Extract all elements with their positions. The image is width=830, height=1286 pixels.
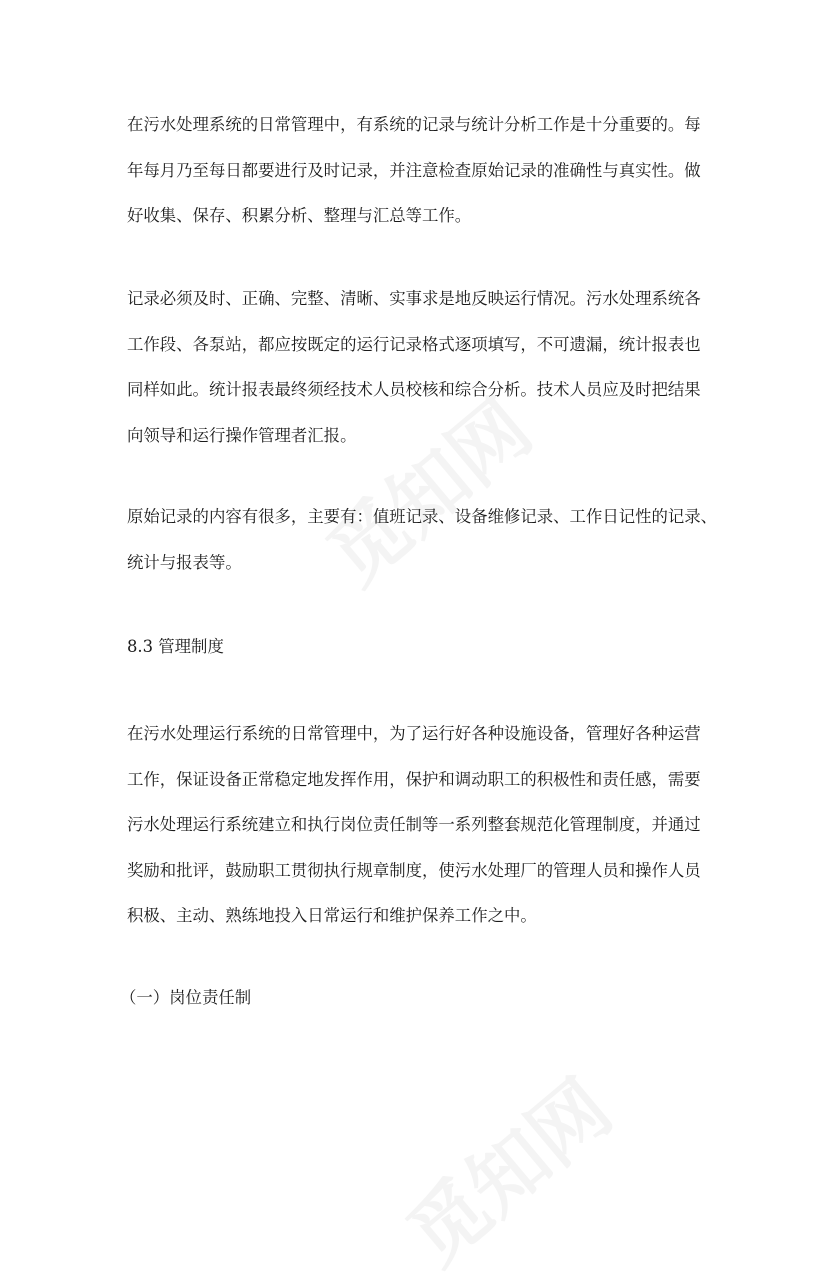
paragraph-line: 记录必须及时、正确、完整、清晰、实事求是地反映运行情况。污水处理系统各 [127,289,701,308]
paragraph-line: 积极、主动、熟练地投入日常运行和维护保养工作之中。 [127,906,537,925]
paragraph-original-records [127,494,718,585]
paragraph-line: 统计与报表等。 [127,552,242,572]
paragraph-records-importance [127,102,709,239]
paragraph-line: 年每月乃至每日都要进行及时记录，并注意检查原始记录的准确性与真实性。做 [127,160,701,180]
paragraph-record-requirements [127,276,709,458]
paragraph-line: 奖励和批评，鼓励职工贯彻执行规章制度，使污水处理厂的管理人员和操作人员 [127,860,701,880]
paragraph-line: 向领导和运行操作管理者汇报。 [127,425,357,445]
paragraph-line: 好收集、保存、积累分析、整理与汇总等工作。 [127,206,472,225]
paragraph-line: 污水处理运行系统建立和执行岗位责任制等一系列整套规范化管理制度，并通过 [127,815,701,834]
paragraph-line: 原始记录的内容有很多，主要有：值班记录、设备维修记录、工作日记性的记录、 [127,507,718,526]
paragraph-line: 在污水处理系统的日常管理中，有系统的记录与统计分析工作是十分重要的。每 [127,115,701,134]
paragraph-line: 在污水处理运行系统的日常管理中，为了运行好各种设施设备，管理好各种运营 [127,724,701,743]
paragraph-line: 工作段、各泵站，都应按既定的运行记录格式逐项填写，不可遗漏，统计报表也 [127,334,701,354]
subsection-heading: （一）岗位责任制 [120,988,252,1007]
paragraph-line: 同样如此。统计报表最终须经技术人员校核和综合分析。技术人员应及时把结果 [127,380,701,399]
section-heading: 8.3 管理制度 [127,637,224,656]
paragraph-management-system [127,711,709,939]
paragraph-line: 工作，保证设备正常稳定地发挥作用，保护和调动职工的积极性和责任感，需要 [127,769,701,789]
watermark-logo-bottom [380,1050,631,1286]
